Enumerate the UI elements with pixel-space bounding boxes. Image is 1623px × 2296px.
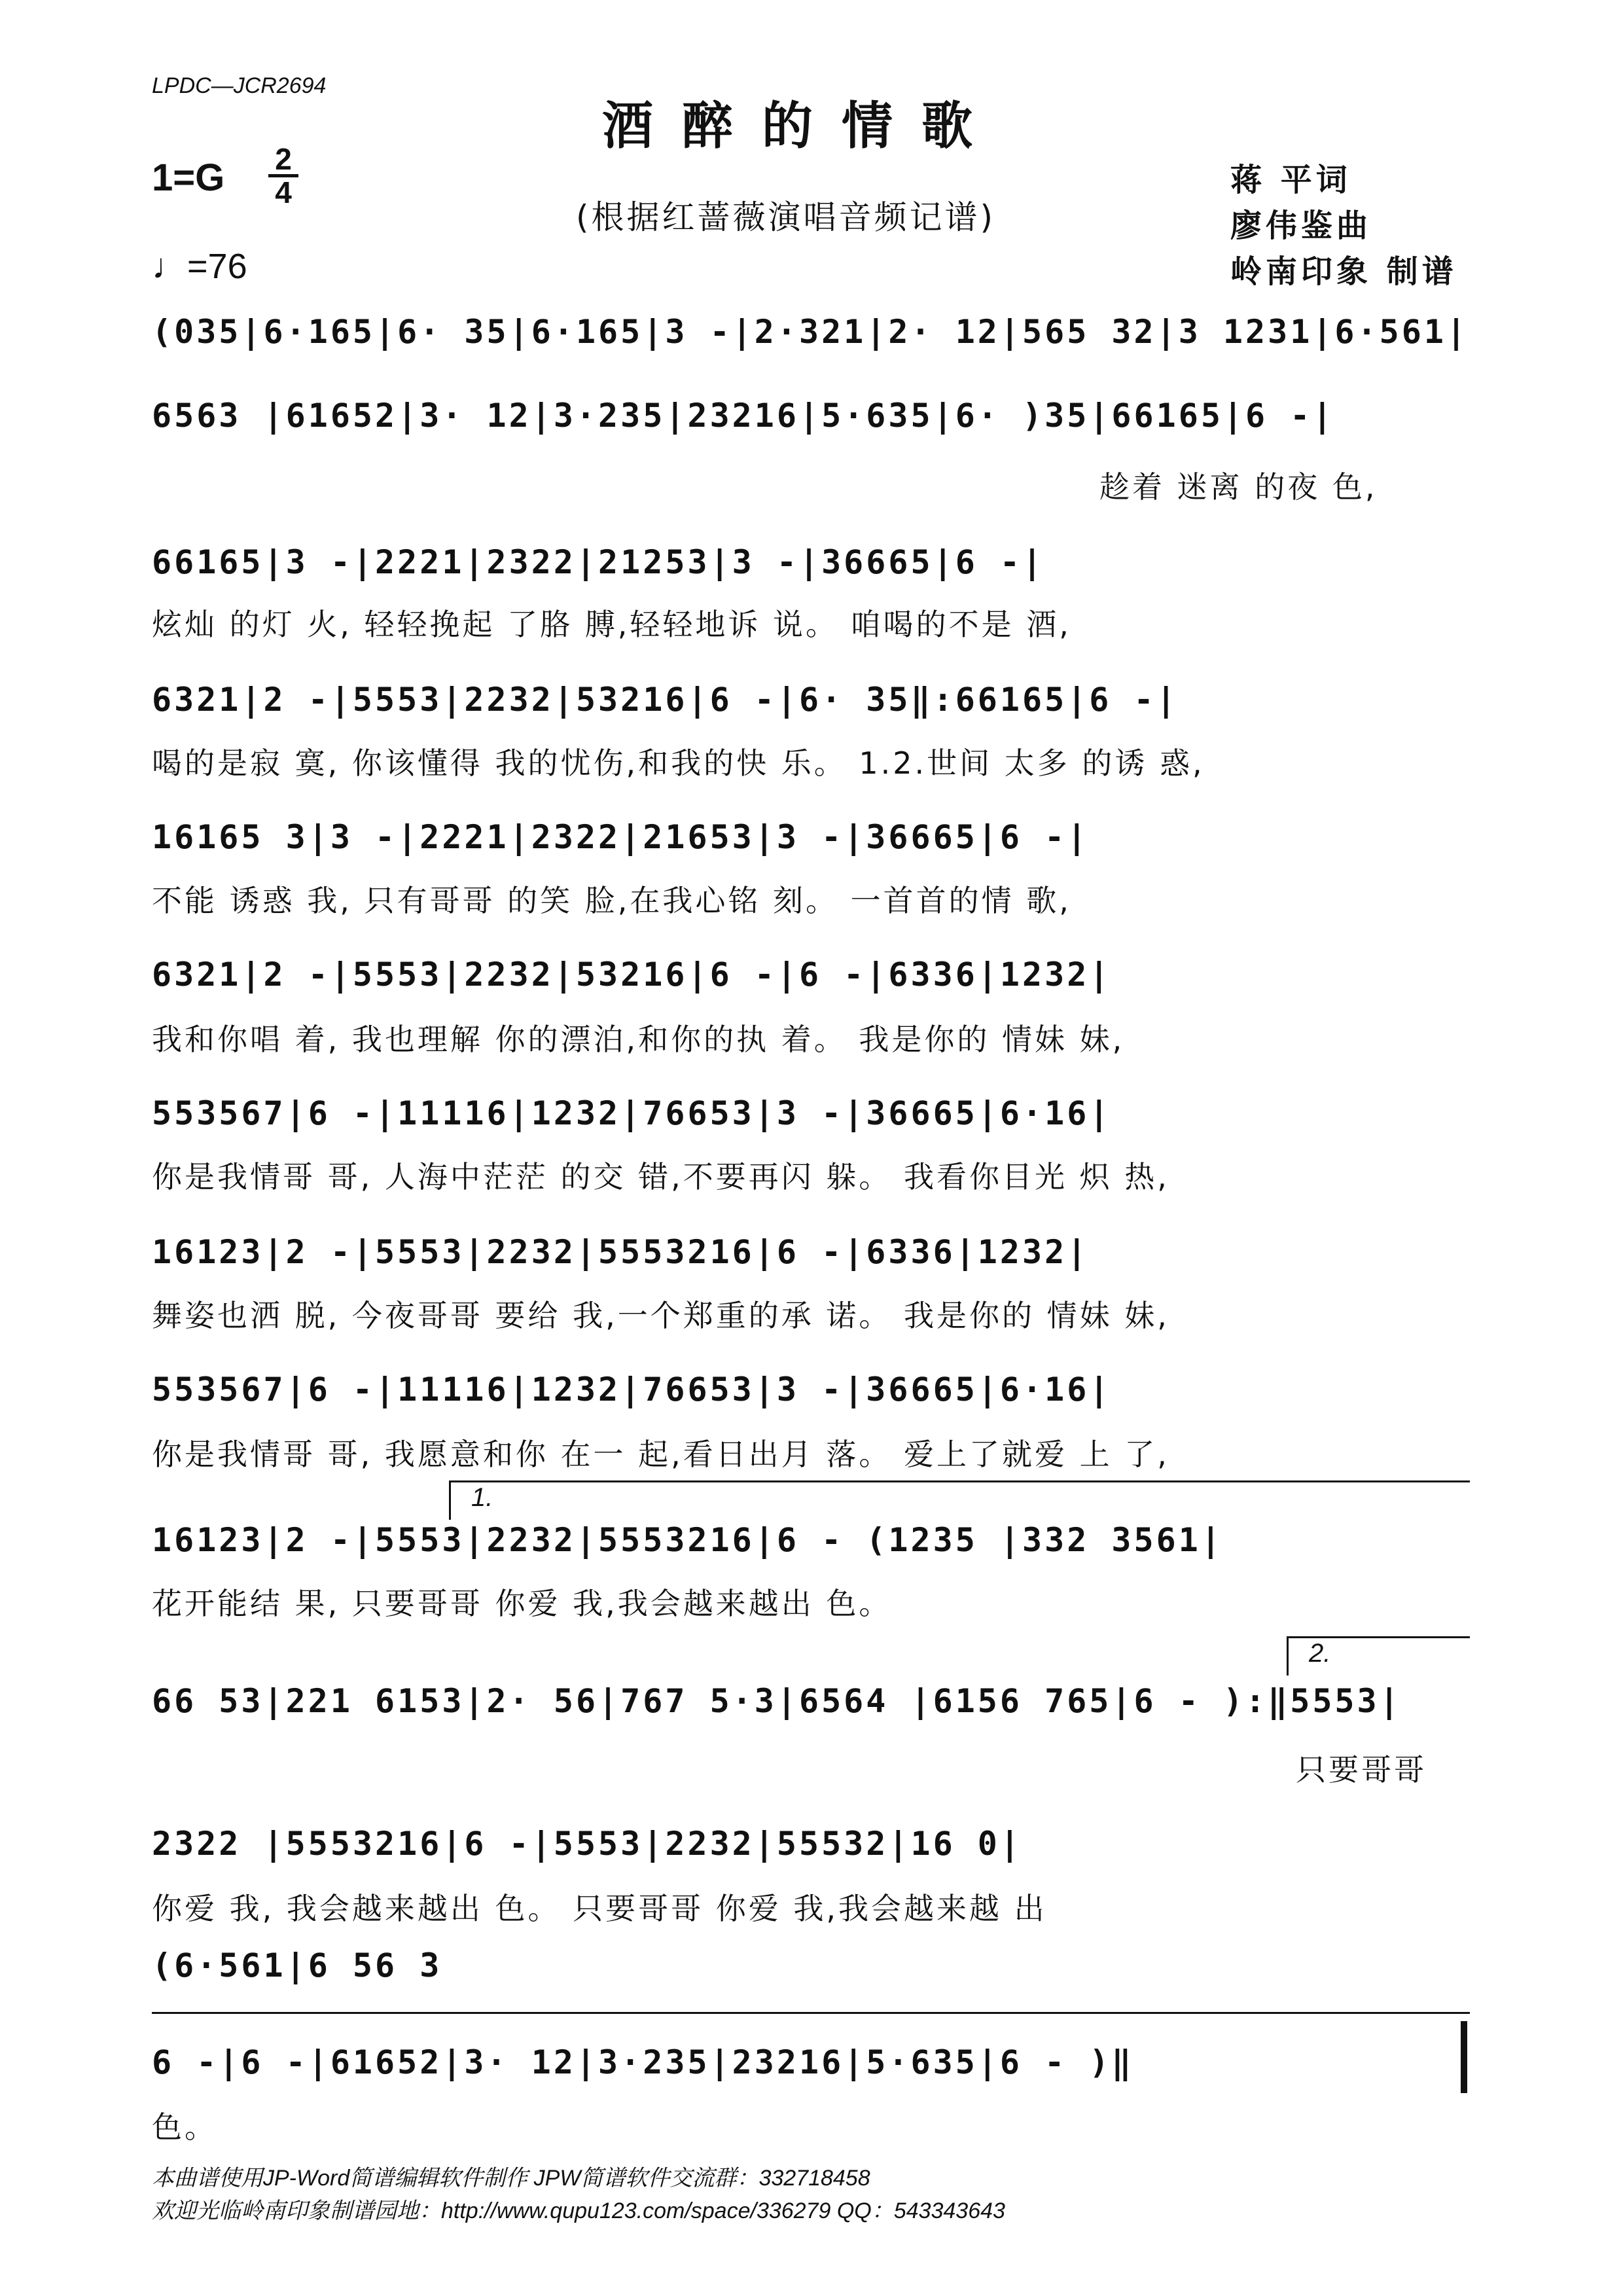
time-signature-bottom: 4 [275,175,292,209]
score-line-2-notes: 6563 |61652|3· 12|3·235|23216|5·635|6· )35|66165|6 -| [152,397,1335,435]
score-line-8-notes: 16123|2 -|5553|2232|5553216|6 -|6336|1232| [152,1233,1090,1271]
score-line-4-notes: 6321|2 -|5553|2232|53216|6 -|6· 35‖:66165|6 -| [152,681,1179,719]
score-line-10-notes: 16123|2 -|5553|2232|5553216|6 - (1235 |332 3561| [152,1521,1223,1559]
score-line-7-lyrics: 你是我情哥 哥, 人海中茫茫 的交 错,不要再闪 躲。 我看你目光 炽 热, [152,1159,1169,1194]
score-line-2-lyrics: 趁着 迷离 的夜 色, [1099,469,1378,505]
arranger-credit: 岭南印象 制谱 [1230,253,1457,290]
key-signature: 1=G [152,156,225,199]
score-line-4-lyrics: 喝的是寂 寞, 你该懂得 我的忧伤,和我的快 乐。 1.2.世间 太多 的诱 惑, [152,745,1205,781]
score-line-9-lyrics: 你是我情哥 哥, 我愿意和你 在一 起,看日出月 落。 爱上了就爱 上 了, [152,1437,1169,1472]
subtitle: (根据红蔷薇演唱音频记谱) [576,198,996,236]
score-line-7-notes: 553567|6 -|11116|1232|76653|3 -|36665|6·16| [152,1094,1112,1132]
score-line-3-lyrics: 炫灿 的灯 火, 轻轻挽起 了胳 膊,轻轻地诉 说。 咱喝的不是 酒, [152,607,1071,642]
page-title: 酒醉的情歌 [602,96,1002,156]
footer-line-1: 本曲谱使用JP-Word简谱编辑软件制作 JPW简谱软件交流群：332718458 [152,2166,870,2191]
score-line-6-lyrics: 我和你唱 着, 我也理解 你的漂泊,和你的执 着。 我是你的 情妹 妹, [152,1022,1125,1057]
score-line-13-notes: (6·561|6 56 3 [152,1946,442,1984]
coda-divider-line [152,2012,1470,2014]
first-ending-bracket [449,1480,1470,1482]
score-line-14-notes: 6 -|6 -|61652|3· 12|3·235|23216|5·635|6 - )‖ [152,2043,1134,2081]
score-line-8-lyrics: 舞姿也洒 脱, 今夜哥哥 要给 我,一个郑重的承 诺。 我是你的 情妹 妹, [152,1298,1169,1333]
score-line-12-lyrics: 你爱 我, 我会越来越出 色。 只要哥哥 你爱 我,我会越来越 出 [152,1891,1047,1926]
score-line-12-notes: 2322 |5553216|6 -|5553|2232|55532|16 0| [152,1825,1022,1863]
time-signature-top: 2 [275,142,292,176]
score-code: LPDC—JCR2694 [152,73,327,98]
score-line-9-notes: 553567|6 -|11116|1232|76653|3 -|36665|6·16| [152,1371,1112,1408]
second-ending-bracket-edge [1287,1636,1289,1676]
second-ending-label: 2. [1309,1639,1331,1668]
score-line-1-notes: (035|6·165|6· 35|6·165|3 -|2·321|2· 12|565 32|3 1231|6·561| [152,313,1469,351]
second-ending-bracket [1287,1636,1470,1638]
score-line-11-notes: 66 53|221 6153|2· 56|767 5·3|6564 |6156 765|6 - ):‖5553| [152,1682,1402,1720]
composer-credit: 廖伟鉴曲 [1230,207,1372,244]
time-signature [268,142,298,209]
final-barline [1461,2021,1467,2093]
score-line-5-lyrics: 不能 诱惑 我, 只有哥哥 的笑 脸,在我心铭 刻。 一首首的情 歌, [152,883,1071,918]
score-line-14-lyrics: 色。 [152,2109,217,2145]
lyricist-credit: 蒋 平词 [1230,162,1351,198]
tempo-marking: ♩=76 [152,247,247,286]
first-ending-bracket-edge [449,1480,451,1520]
score-line-6-notes: 6321|2 -|5553|2232|53216|6 -|6 -|6336|1232| [152,956,1112,994]
score-line-5-notes: 16165 3|3 -|2221|2322|21653|3 -|36665|6 -| [152,818,1090,856]
score-line-3-notes: 66165|3 -|2221|2322|21253|3 -|36665|6 -| [152,543,1045,581]
first-ending-label: 1. [471,1483,493,1512]
footer-line-2: 欢迎光临岭南印象制谱园地：http://www.qupu123.com/space/336279 QQ：543343643 [152,2198,1005,2223]
score-line-11-lyrics: 只要哥哥 [1296,1752,1427,1787]
score-line-10-lyrics: 花开能结 果, 只要哥哥 你爱 我,我会越来越出 色。 [152,1586,892,1621]
